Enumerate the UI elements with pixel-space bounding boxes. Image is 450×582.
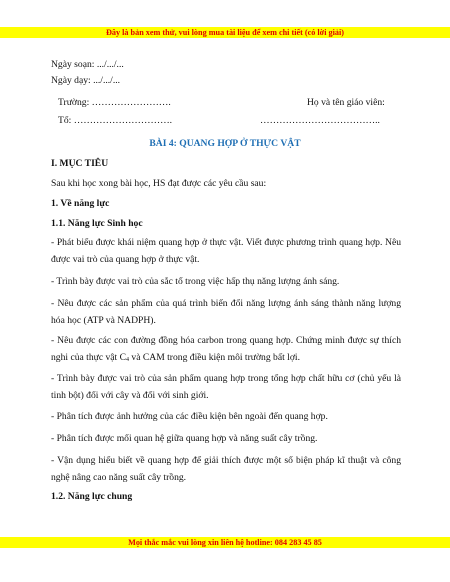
bullet-5: - Trình bày được vai trò của sản phẩm quang hợp trong tổng hợp chất hữu cơ (chủ yếu là tinh bột) đối với cây và đối với sinh giới. — [51, 373, 401, 401]
truong-field: Trường: ……………………. — [58, 97, 171, 108]
bullet-4: - Nêu được các con đường đồng hóa carbon trong quang hợp. Chứng minh được sự thích nghi của thực vật $C_4$ và CAM trong điều kiện môi trường bất lợi. — [51, 335, 401, 363]
section-ve-nang-luc: 1. Về năng lực — [51, 198, 110, 209]
bullet-1: - Phát biểu được khái niệm quang hợp ở thực vật. Viết được phương trình quang hợp. Nêu được vai trò của quang hợp ở thực vật. — [51, 237, 401, 265]
preview-notice-text: Đây là bản xem thử, vui lòng mua tài liệu để xem chi tiết (có lời giải) — [105, 28, 344, 37]
to-field: Tổ: …………………………. — [58, 115, 173, 126]
section-nang-luc-chung: 1.2. Năng lực chung — [51, 491, 133, 502]
ngay-day: Ngày dạy: .../.../... — [51, 75, 121, 86]
subscript-4: 4 — [126, 356, 130, 363]
hotline-text: Mọi thắc mắc vui lòng xin liên hệ hotline: 084 283 45 85 — [128, 538, 322, 547]
bullet-3: - Nêu được các sản phẩm của quá trình biến đổi năng lượng ánh sáng thành năng lượng hóa học (ATP và NADPH). — [51, 298, 401, 326]
giao-vien-dots: ……………………………….. — [260, 115, 380, 126]
bullet-6: - Phân tích được ảnh hưởng của các điều kiện bên ngoài đến quang hợp. — [51, 411, 328, 422]
section-nang-luc-sinh-hoc: 1.1. Năng lực Sinh học — [51, 218, 143, 229]
lesson-title: BÀI 4: QUANG HỢP Ở THỰC VẬT — [149, 138, 301, 149]
section-muc-tieu: I. MỤC TIÊU — [51, 158, 109, 169]
bullet-2: - Trình bày được vai trò của sắc tố trong việc hấp thụ năng lượng ánh sáng. — [51, 276, 340, 287]
intro-text: Sau khi học xong bài học, HS đạt được các yêu cầu sau: — [51, 178, 267, 189]
hotline-banner — [0, 537, 450, 548]
preview-notice-banner — [0, 27, 450, 38]
giao-vien-label: Họ và tên giáo viên: — [307, 97, 385, 108]
bullet-8: - Vận dụng hiểu biết về quang hợp để giải thích được một số biện pháp kĩ thuật và công nghệ nâng cao năng suất cây trồng. — [51, 455, 401, 483]
bullet-7: - Phân tích được mối quan hệ giữa quang hợp và năng suất cây trồng. — [51, 433, 318, 444]
ngay-soan: Ngày soạn: .../.../... — [51, 59, 124, 70]
